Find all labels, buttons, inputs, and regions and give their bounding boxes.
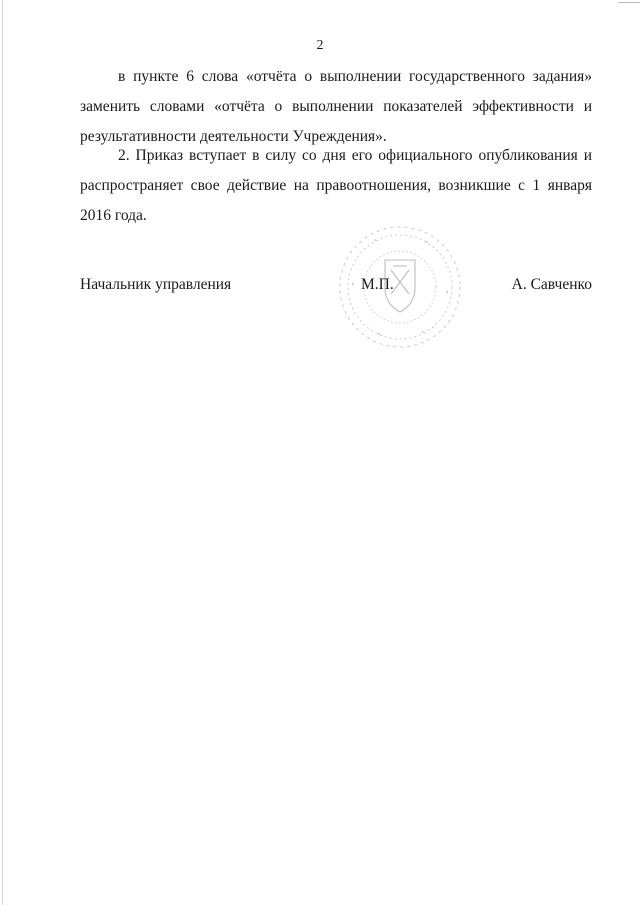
paragraph-effective-date [80, 141, 592, 231]
page-number: 2 [316, 38, 324, 53]
paragraph-text: в пункте 6 слова «отчёта о выполнении государственного задания» заменить словами «отчёта о выполнении показателей эффективности и результативности деятельности Учреждения». [80, 68, 592, 145]
scan-edge-line [2, 0, 3, 905]
paragraph-text: 2. Приказ вступает в силу со дня его официального опубликования и распространяет свое действие на правоотношения, возникшие с 1 января 2016 года. [80, 147, 592, 224]
signatory-name: А. Савченко [511, 276, 592, 293]
paragraph-amendment [80, 62, 592, 152]
signature-row [80, 274, 592, 298]
scan-corner-mark [618, 2, 640, 3]
signatory-position: Начальник управления [80, 276, 232, 293]
seal-place-label: М.П. [361, 276, 394, 293]
